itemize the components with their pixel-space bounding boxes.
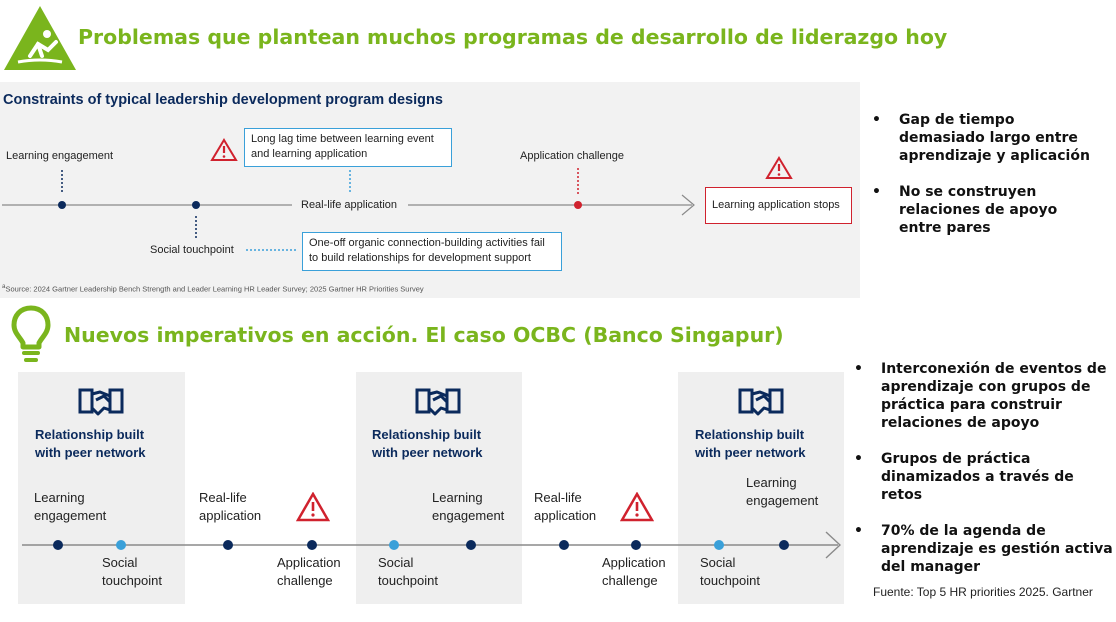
real-life-application-label: Real-life application [199, 490, 262, 523]
relationship-label: Relationship built with peer network [372, 427, 483, 460]
application-challenge-label: Application challenge [520, 150, 624, 162]
warning-icon [765, 156, 793, 180]
list-item: • 70% de la agenda de aprendizaje es gestión activa del manager [881, 522, 1113, 576]
one-off-box: One-off organic connection-building activities fail to build relationships for development support [302, 232, 562, 271]
real-life-application-label: Real-life application [534, 490, 597, 523]
relationship-label: Relationship built with peer network [695, 427, 806, 460]
warning-icon [296, 492, 330, 522]
learning-engagement-label: Learning engagement [34, 490, 107, 523]
ocbc-diagram [0, 360, 850, 610]
application-challenge-label: Application challenge [602, 555, 666, 588]
learning-engagement-label: Learning engagement [432, 490, 505, 523]
warning-icon [210, 138, 238, 162]
list-item: • Interconexión de eventos de aprendizaje con grupos de práctica para construir relaciones de apoyo [881, 360, 1113, 432]
bullets-top [899, 111, 1104, 255]
social-touchpoint-label: Social touchpoint [102, 555, 162, 588]
application-challenge-label: Application challenge [277, 555, 341, 588]
learning-engagement-label: Learning engagement [746, 475, 819, 508]
warning-slip-icon [2, 4, 78, 72]
list-item: • No se construyen relaciones de apoyo entre pares [899, 183, 1104, 237]
warning-icon [620, 492, 654, 522]
social-touchpoint-label: Social touchpoint [150, 244, 234, 256]
bullets-bottom [881, 360, 1113, 594]
diagram-title: Constraints of typical leadership development program designs [3, 92, 443, 108]
list-item: • Gap de tiempo demasiado largo entre aprendizaje y aplicación [899, 111, 1104, 165]
learning-engagement-label: Learning engagement [6, 150, 114, 162]
lightbulb-icon [10, 305, 52, 367]
section-title-ocbc: Nuevos imperativos en acción. El caso OCBC (Banco Singapur) [64, 323, 784, 347]
relationship-label: Relationship built with peer network [35, 427, 146, 460]
real-life-application-label: Real-life application [301, 199, 397, 211]
social-touchpoint-label: Social touchpoint [378, 555, 438, 588]
constraints-diagram [0, 82, 860, 298]
source-note: $^a$Source: 2024 Gartner Leadership Bench Strength and Leader Learning HR Leader Survey; 2025 Gartner HR Priorities Survey [2, 283, 424, 294]
list-item: • Grupos de práctica dinamizados a través de retos [881, 450, 1113, 504]
source-text: Source: 2024 Gartner Leadership Bench Strength and Leader Learning HR Leader Survey; 2025 Gartner HR Priorities Survey [5, 284, 424, 294]
social-touchpoint-label: Social touchpoint [700, 555, 760, 588]
learning-stops-box: Learning application stops [705, 187, 852, 224]
section-title-problems: Problemas que plantean muchos programas de desarrollo de liderazgo hoy [78, 25, 948, 49]
lag-time-box: Long lag time between learning event and learning application [244, 128, 452, 167]
source-footnote: Fuente: Top 5 HR priorities 2025. Gartner [873, 585, 1093, 599]
